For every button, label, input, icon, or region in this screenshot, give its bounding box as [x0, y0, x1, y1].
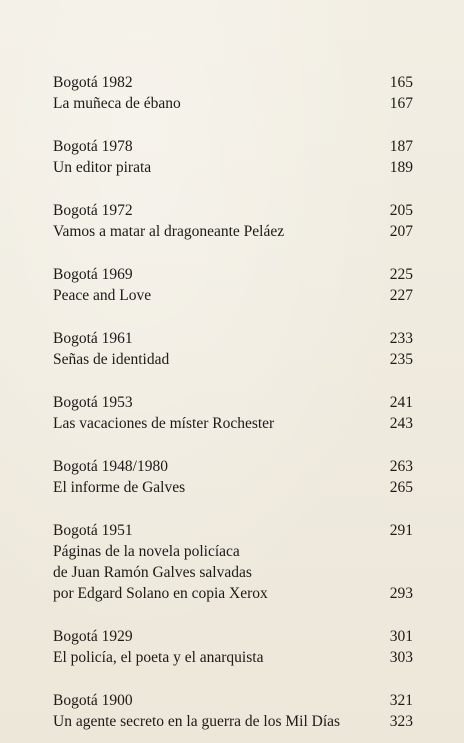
toc-entry [53, 328, 413, 370]
toc-page-number: 189 [389, 159, 413, 176]
toc-entry [53, 136, 413, 178]
toc-entry [53, 690, 413, 732]
toc-title: Vamos a matar al dragoneante Peláez [53, 223, 285, 240]
toc-page-number: 233 [389, 330, 413, 347]
toc-year: Bogotá 1982 [53, 74, 133, 91]
toc-page-number: 165 [389, 74, 413, 91]
toc-page-number: 293 [389, 585, 413, 602]
table-of-contents [53, 72, 413, 732]
toc-entry [53, 520, 413, 604]
toc-title: Un agente secreto en la guerra de los Mil Días [53, 713, 341, 730]
toc-year: Bogotá 1972 [53, 202, 133, 219]
toc-year-line [53, 200, 413, 221]
toc-title: Peace and Love [53, 287, 152, 304]
toc-title: por Edgard Solano en copia Xerox [53, 585, 268, 602]
toc-entry [53, 456, 413, 498]
toc-page-number: 167 [389, 95, 413, 112]
toc-entry [53, 626, 413, 668]
toc-year-line [53, 626, 413, 647]
toc-entry [53, 392, 413, 434]
toc-year: Bogotá 1951 [53, 522, 133, 539]
toc-title-line [53, 711, 413, 732]
toc-title-line [53, 157, 413, 178]
toc-page-number: 243 [389, 415, 413, 432]
toc-year-line [53, 392, 413, 413]
toc-title: Un editor pirata [53, 159, 152, 176]
toc-title-line [53, 477, 413, 498]
toc-year: Bogotá 1978 [53, 138, 133, 155]
toc-title: El policía, el poeta y el anarquista [53, 649, 264, 666]
toc-title-line [53, 562, 413, 583]
toc-year-line [53, 136, 413, 157]
toc-title-line [53, 93, 413, 114]
toc-title: El informe de Galves [53, 479, 186, 496]
toc-title: La muñeca de ébano [53, 95, 181, 112]
toc-page-number: 241 [389, 394, 413, 411]
toc-title-line [53, 647, 413, 668]
toc-page-number: 323 [389, 713, 413, 730]
toc-page-number: 235 [389, 351, 413, 368]
toc-entry [53, 264, 413, 306]
toc-title: Las vacaciones de míster Rochester [53, 415, 275, 432]
toc-page-number: 321 [389, 692, 413, 709]
toc-year-line [53, 520, 413, 541]
toc-page-number: 303 [389, 649, 413, 666]
toc-title: Páginas de la novela policíaca [53, 543, 240, 560]
toc-year-line [53, 72, 413, 93]
toc-title: Señas de identidad [53, 351, 170, 368]
toc-page-number: 187 [389, 138, 413, 155]
toc-title-line [53, 349, 413, 370]
toc-page-number: 227 [389, 287, 413, 304]
toc-page-number: 207 [389, 223, 413, 240]
toc-year: Bogotá 1953 [53, 394, 133, 411]
toc-year: Bogotá 1961 [53, 330, 133, 347]
toc-page-number: 301 [389, 628, 413, 645]
toc-page-number: 205 [389, 202, 413, 219]
toc-page-number: 225 [389, 266, 413, 283]
toc-title-line [53, 221, 413, 242]
toc-page-number: 265 [389, 479, 413, 496]
toc-year: Bogotá 1948/1980 [53, 458, 168, 475]
toc-title-line [53, 413, 413, 434]
toc-entry [53, 72, 413, 114]
toc-year-line [53, 690, 413, 711]
toc-year: Bogotá 1929 [53, 628, 133, 645]
toc-year: Bogotá 1900 [53, 692, 133, 709]
toc-title-line [53, 541, 413, 562]
toc-entry [53, 200, 413, 242]
toc-title: de Juan Ramón Galves salvadas [53, 564, 252, 581]
toc-page-number: 291 [389, 522, 413, 539]
toc-title-line [53, 583, 413, 604]
toc-page-number: 263 [389, 458, 413, 475]
toc-year: Bogotá 1969 [53, 266, 133, 283]
toc-year-line [53, 456, 413, 477]
toc-title-line [53, 285, 413, 306]
toc-year-line [53, 264, 413, 285]
toc-year-line [53, 328, 413, 349]
